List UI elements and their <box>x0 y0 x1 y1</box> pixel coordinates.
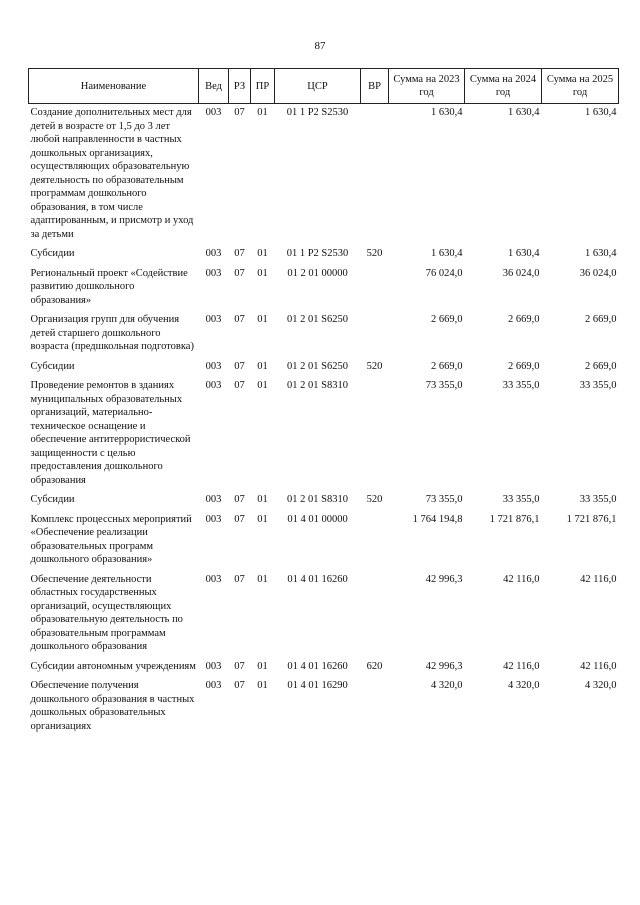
row-csr: 01 2 01 S6250 <box>287 314 348 325</box>
header-sum-2023: Сумма на 2023 год <box>389 69 465 104</box>
table-row <box>29 104 619 246</box>
table-row <box>29 511 619 571</box>
row-sum-2025: 2 669,0 <box>585 314 617 325</box>
row-pr: 01 <box>257 660 268 672</box>
row-csr: 01 2 01 00000 <box>287 267 348 279</box>
row-csr: 01 4 01 16290 <box>287 680 348 691</box>
row-pr: 01 <box>257 573 268 585</box>
row-sum-2025: 36 024,0 <box>579 267 617 279</box>
row-sum-2023: 1 630,4 <box>431 248 463 259</box>
row-pr: 01 <box>257 314 268 325</box>
row-sum-2024: 42 116,0 <box>503 573 540 585</box>
header-csr: ЦСР <box>275 69 361 104</box>
page-number: 87 <box>314 40 326 52</box>
row-vr: 620 <box>366 660 383 672</box>
table-row <box>29 491 619 511</box>
table-row <box>29 677 619 737</box>
header-ved: Вед <box>199 69 229 104</box>
row-name: Обеспечение получения дошкольного образования в частных дошкольных образовательных организациях <box>30 680 195 732</box>
row-csr: 01 4 01 16260 <box>287 660 348 672</box>
row-sum-2024: 1 721 876,1 <box>489 513 540 525</box>
row-csr: 01 2 01 S8310 <box>287 494 348 505</box>
row-sum-2025: 33 355,0 <box>579 494 617 505</box>
row-name: Субсидии <box>30 494 75 505</box>
row-pr: 01 <box>257 680 268 691</box>
row-csr: 01 1 P2 S2530 <box>286 248 349 259</box>
row-sum-2024: 33 355,0 <box>502 380 540 391</box>
row-sum-2023: 1 630,4 <box>431 107 463 118</box>
row-name: Субсидии <box>30 248 75 259</box>
row-ved: 003 <box>205 513 222 525</box>
row-name: Региональный проект «Содействие развитию дошкольного образования» <box>30 267 188 306</box>
row-sum-2024: 2 669,0 <box>508 314 540 325</box>
row-rz: 07 <box>234 107 245 118</box>
table-row <box>29 311 619 358</box>
row-ved: 003 <box>205 680 222 691</box>
row-sum-2024: 33 355,0 <box>502 494 540 505</box>
row-csr: 01 4 01 00000 <box>287 513 348 525</box>
budget-table <box>28 68 619 737</box>
row-vr: 520 <box>366 248 383 259</box>
row-sum-2023: 1 764 194,8 <box>412 513 463 525</box>
header-name: Наименование <box>29 69 199 104</box>
row-sum-2023: 4 320,0 <box>431 680 463 691</box>
header-sum-2025: Сумма на 2025 год <box>542 69 619 104</box>
row-rz: 07 <box>234 494 245 505</box>
row-pr: 01 <box>257 107 268 118</box>
row-vr: 520 <box>366 360 383 372</box>
header-pr: ПР <box>251 69 275 104</box>
row-ved: 003 <box>205 360 222 372</box>
row-csr: 01 2 01 S8310 <box>287 380 348 391</box>
row-rz: 07 <box>234 680 245 691</box>
row-vr <box>361 104 389 246</box>
row-ved: 003 <box>205 267 222 279</box>
row-sum-2025: 42 116,0 <box>580 660 617 672</box>
row-sum-2023: 42 996,3 <box>425 660 463 672</box>
row-ved: 003 <box>205 314 222 325</box>
header-sum-2024: Сумма на 2024 год <box>465 69 542 104</box>
row-sum-2024: 4 320,0 <box>508 680 540 691</box>
row-ved: 003 <box>205 494 222 505</box>
row-name: Субсидии <box>30 360 75 372</box>
row-sum-2024: 42 116,0 <box>503 660 540 672</box>
row-ved: 003 <box>205 380 222 391</box>
row-vr <box>361 677 389 737</box>
row-sum-2025: 33 355,0 <box>579 380 617 391</box>
row-pr: 01 <box>257 267 268 279</box>
table-row <box>29 571 619 658</box>
row-rz: 07 <box>234 314 245 325</box>
row-sum-2023: 76 024,0 <box>425 267 463 279</box>
row-name: Субсидии автономным учреждениям <box>30 660 196 672</box>
row-vr <box>361 265 389 312</box>
row-csr: 01 1 P2 S2530 <box>286 107 349 118</box>
row-name: Создание дополнительных мест для детей в возрасте от 1,5 до 3 лет любой направленности в частных дошкольных организациях, осуществляющих образовательную деятельность по образовательным программам дошкольного образования, в том числе адаптированным, и присмотр и уход за детьми <box>30 107 194 240</box>
table-row <box>29 658 619 678</box>
row-sum-2024: 2 669,0 <box>508 360 540 372</box>
row-ved: 003 <box>205 573 222 585</box>
table-row <box>29 265 619 312</box>
row-csr: 01 4 01 16260 <box>287 573 348 585</box>
row-ved: 003 <box>205 107 222 118</box>
row-sum-2023: 73 355,0 <box>425 494 463 505</box>
header-rz: РЗ <box>229 69 251 104</box>
row-sum-2025: 2 669,0 <box>585 360 617 372</box>
row-name: Обеспечение деятельности областных государственных организаций, осуществляющих образовательную деятельность по образовательным программам дошкольного образования <box>30 573 183 652</box>
row-vr <box>361 311 389 358</box>
row-name: Организация групп для обучения детей старшего дошкольного возраста (предшкольная подготовка) <box>30 314 194 352</box>
row-rz: 07 <box>234 660 245 672</box>
row-name: Проведение ремонтов в зданиях муниципальных образовательных организаций, материально-техническое оснащение и обеспечение антитеррористической защищенности с целью предоставления дошкольного образования <box>30 380 191 486</box>
row-vr <box>361 511 389 571</box>
row-rz: 07 <box>234 360 245 372</box>
row-vr <box>361 377 389 491</box>
row-rz: 07 <box>234 573 245 585</box>
row-name: Комплекс процессных мероприятий «Обеспечение реализации образовательных программ дошкольного образования» <box>30 513 192 565</box>
row-sum-2024: 1 630,4 <box>508 248 540 259</box>
row-pr: 01 <box>257 248 268 259</box>
row-sum-2023: 2 669,0 <box>431 314 463 325</box>
row-sum-2025: 1 630,4 <box>585 107 617 118</box>
table-header-row <box>29 69 619 104</box>
row-pr: 01 <box>257 513 268 525</box>
row-pr: 01 <box>257 380 268 391</box>
row-pr: 01 <box>257 494 268 505</box>
row-sum-2025: 1 721 876,1 <box>566 513 617 525</box>
table-row <box>29 245 619 265</box>
row-rz: 07 <box>234 380 245 391</box>
row-csr: 01 2 01 S6250 <box>287 360 348 372</box>
header-vr: ВР <box>361 69 389 104</box>
row-sum-2023: 42 996,3 <box>425 573 463 585</box>
row-rz: 07 <box>234 248 245 259</box>
row-ved: 003 <box>205 660 222 672</box>
table-row <box>29 377 619 491</box>
row-rz: 07 <box>234 267 245 279</box>
row-sum-2025: 4 320,0 <box>585 680 617 691</box>
row-sum-2024: 36 024,0 <box>502 267 540 279</box>
row-sum-2025: 42 116,0 <box>580 573 617 585</box>
row-vr <box>361 571 389 658</box>
row-sum-2024: 1 630,4 <box>508 107 540 118</box>
row-sum-2023: 2 669,0 <box>431 360 463 372</box>
row-ved: 003 <box>205 248 222 259</box>
row-rz: 07 <box>234 513 245 525</box>
row-sum-2025: 1 630,4 <box>585 248 617 259</box>
row-sum-2023: 73 355,0 <box>425 380 463 391</box>
table-row <box>29 358 619 378</box>
row-vr: 520 <box>366 494 383 505</box>
row-pr: 01 <box>257 360 268 372</box>
